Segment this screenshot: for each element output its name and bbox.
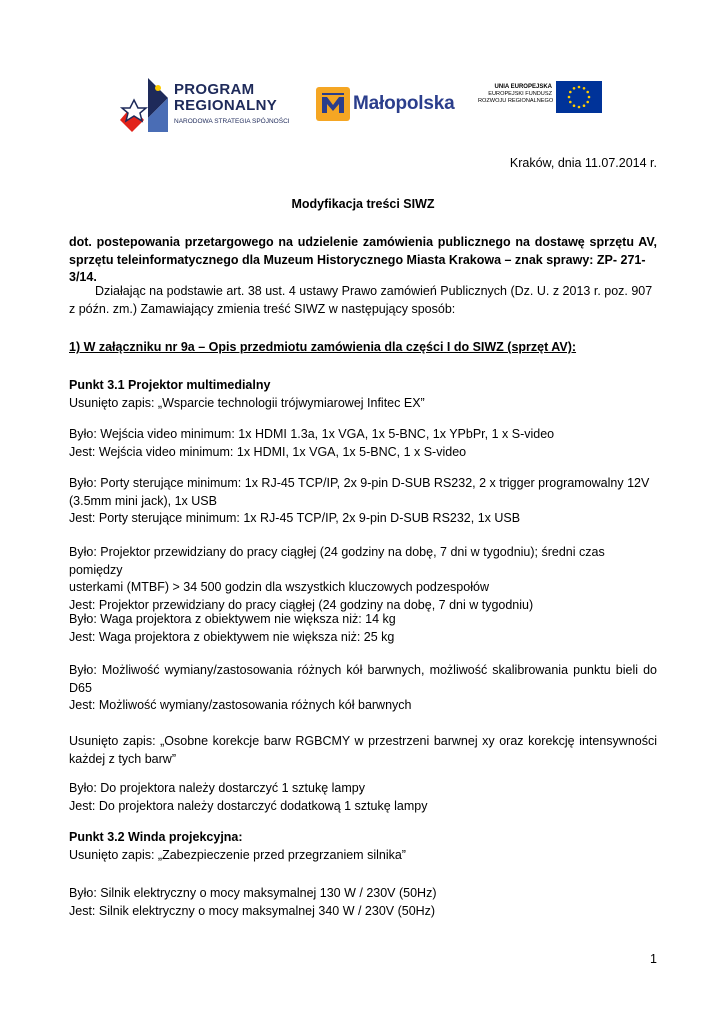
intro-line-1: Działając na podstawie art. 38 ust. 4 ustawy Prawo zamówień Publicznych (Dz. U. z 2013 r. poz. 907	[95, 284, 653, 298]
work-is: Jest: Projektor przewidziany do pracy ciągłej (24 godziny na dobę, 7 dni w tygodniu)	[69, 597, 534, 612]
eu-title: UNIA EUROPEJSKA	[494, 84, 552, 90]
motor-is: Jest: Silnik elektryczny o mocy maksymalnej 340 W / 230V (50Hz)	[69, 903, 436, 918]
section-1-heading: 1) W załączniku nr 9a – Opis przedmiotu zamówienia dla części I do SIWZ (sprzęt AV):	[69, 340, 577, 354]
rgb-removed-line-1: Usunięto zapis: „Osobne korekcje barw RGBCMY w przestrzeni barwnej xy oraz korekcję intensywności	[69, 734, 657, 748]
regionalny-text: REGIONALNY	[174, 97, 278, 114]
rgb-removed	[69, 733, 657, 768]
subject-line-1: dot. postepowania przetargowego na udzielenie zamówienia publicznego na dostawę sprzętu AV,	[69, 235, 657, 249]
inputs-is: Jest: Wejścia video minimum: 1x HDMI, 1x VGA, 1x 5-BNC, 1 x S-video	[69, 444, 467, 459]
wheels-change	[69, 662, 657, 715]
eu-fund-line1: EUROPEJSKI FUNDUSZ	[488, 91, 552, 97]
inputs-change	[69, 426, 657, 461]
inputs-was: Było: Wejścia video minimum: 1x HDMI 1.3a, 1x VGA, 1x 5-BNC, 1x YPbPr, 1 x S-video	[69, 427, 555, 441]
lamp-is: Jest: Do projektora należy dostarczyć dodatkową 1 sztukę lampy	[69, 798, 428, 813]
motor-change	[69, 885, 657, 920]
point-3-2-removed: Usunięto zapis: „Zabezpieczenie przed przegrzaniem silnika”	[69, 847, 406, 862]
program-regionalny-logo	[118, 76, 298, 138]
weight-is: Jest: Waga projektora z obiektywem nie większa niż: 25 kg	[69, 629, 395, 644]
eu-flag-icon	[556, 81, 602, 113]
subject-block	[69, 234, 657, 287]
subject-line-2: sprzętu teleinformatycznego dla Muzeum Historycznego Miasta Krakowa – znak sprawy: ZP- 271-3/14.	[69, 252, 646, 284]
malopolska-logo	[316, 87, 455, 125]
rgb-removed-line-2: każdej z tych barw”	[69, 751, 176, 766]
lamp-was: Było: Do projektora należy dostarczyć 1 sztukę lampy	[69, 781, 365, 795]
ports-was-line-2: (3.5mm mini jack), 1x USB	[69, 493, 217, 508]
place-date: Kraków, dnia 11.07.2014 r.	[509, 156, 657, 170]
wheels-was-line-2: D65	[69, 680, 92, 695]
point-3-2-heading: Punkt 3.2 Winda projekcyjna:	[69, 830, 243, 844]
intro-paragraph	[69, 283, 657, 318]
page-number: 1	[650, 952, 657, 966]
work-was-line-2: usterkami (MTBF) > 34 500 godzin dla wszystkich kluczowych podzespołów	[69, 580, 489, 594]
point-3-1-heading: Punkt 3.1 Projektor multimedialny	[69, 378, 271, 392]
program-regionalny-emblem	[118, 76, 170, 134]
program-text: PROGRAM	[174, 81, 255, 98]
eu-fund-line2: ROZWOJU REGIONALNEGO	[478, 98, 554, 104]
lamp-change	[69, 780, 657, 815]
weight-change	[69, 611, 657, 646]
wheels-was-line-1: Było: Możliwość wymiany/zastosowania różnych kół barwnych, możliwość skalibrowania punktu bieli do	[69, 663, 657, 677]
document-title: Modyfikacja treści SIWZ	[291, 197, 435, 211]
work-was-line-1: Było: Projektor przewidziany do pracy ciągłej (24 godziny na dobę, 7 dni w tygodniu); średni czas pomiędzy	[69, 545, 605, 577]
point-3-2-block	[69, 829, 657, 864]
eu-logo	[478, 81, 603, 123]
logo-bar	[0, 70, 725, 150]
work-change	[69, 544, 657, 614]
malopolska-text: Małopolska	[353, 93, 455, 114]
program-subtitle: NARODOWA STRATEGIA SPÓJNOŚCI	[174, 118, 290, 125]
ports-is: Jest: Porty sterujące minimum: 1x RJ-45 TCP/IP, 2x 9-pin D-SUB RS232, 1x USB	[69, 511, 521, 525]
malopolska-emblem	[316, 87, 350, 121]
motor-was: Było: Silnik elektryczny o mocy maksymalnej 130 W / 230V (50Hz)	[69, 886, 437, 900]
intro-line-2: z późn. zm.) Zamawiający zmienia treść SIWZ w następujący sposób:	[69, 301, 456, 316]
point-3-1-removed: Usunięto zapis: „Wsparcie technologii trójwymiarowej Infitec EX”	[69, 395, 425, 410]
ports-was-line-1: Było: Porty sterujące minimum: 1x RJ-45 TCP/IP, 2x 9-pin D-SUB RS232, 2 x trigger programowalny 12V	[69, 476, 650, 490]
weight-was: Było: Waga projektora z obiektywem nie większa niż: 14 kg	[69, 612, 396, 626]
ports-change	[69, 475, 657, 528]
wheels-is: Jest: Możliwość wymiany/zastosowania różnych kół barwnych	[69, 698, 412, 712]
point-3-1-block	[69, 377, 657, 412]
